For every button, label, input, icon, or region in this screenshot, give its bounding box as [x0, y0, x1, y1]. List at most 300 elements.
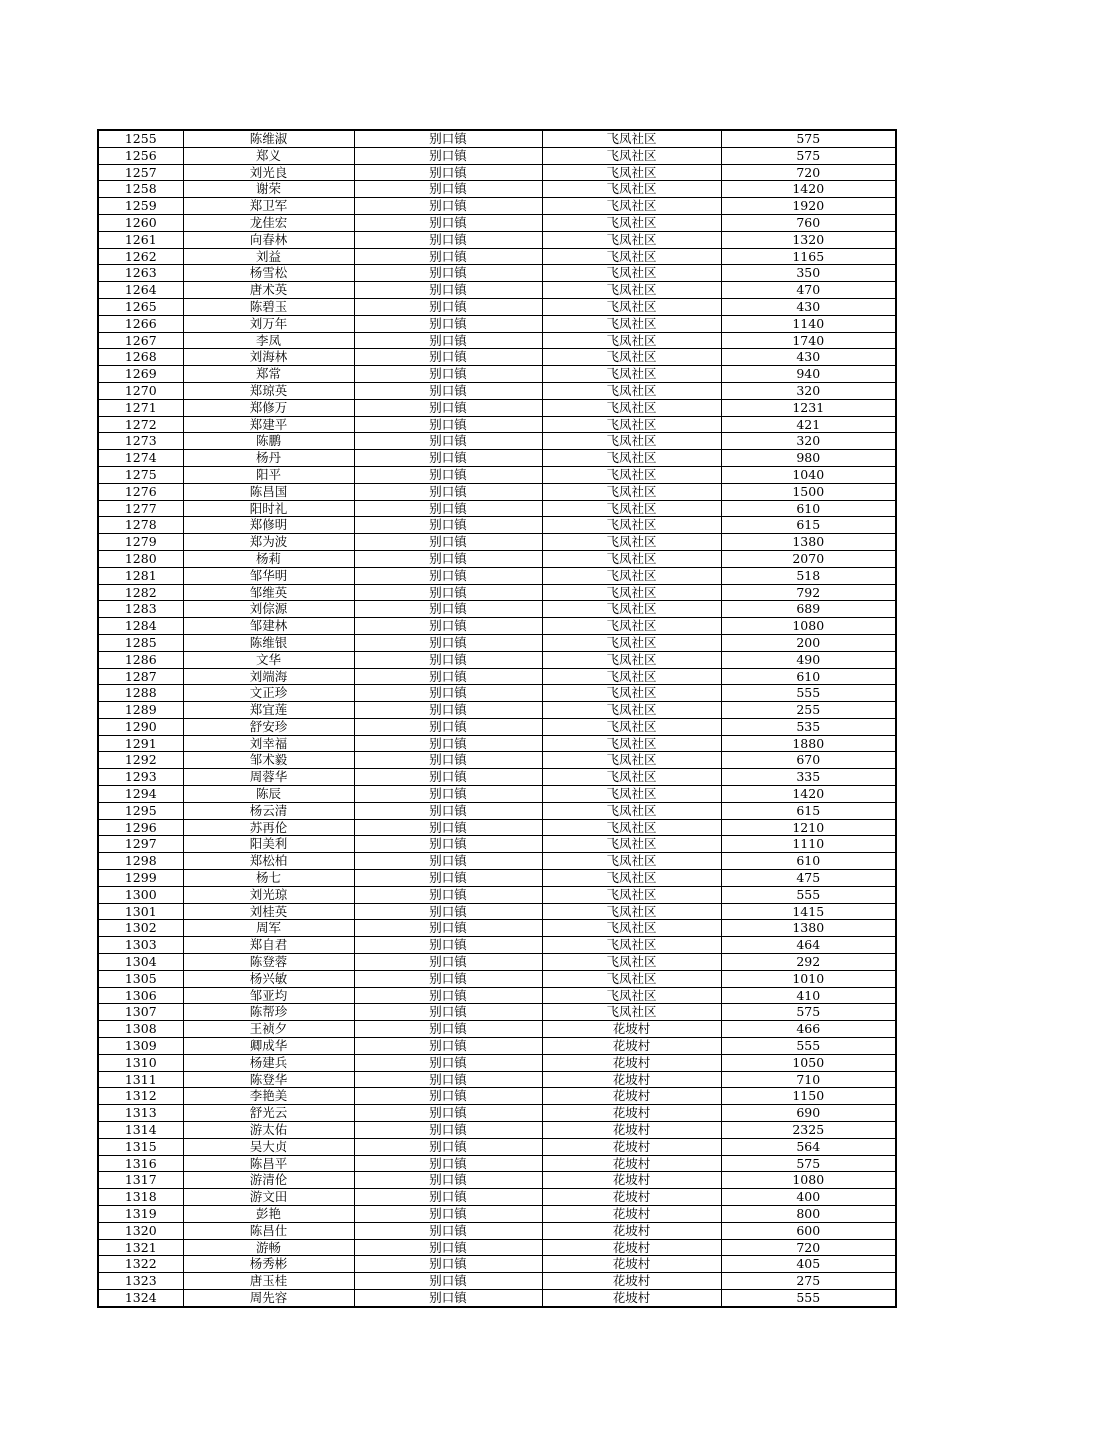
cell-community: 花坡村 — [542, 1189, 721, 1206]
cell-name: 游太佑 — [183, 1122, 354, 1139]
cell-amount: 690 — [721, 1105, 896, 1122]
cell-amount: 275 — [721, 1273, 896, 1290]
table-row — [98, 853, 896, 870]
cell-number: 1303 — [98, 937, 183, 954]
cell-town: 别口镇 — [354, 769, 542, 786]
cell-number: 1283 — [98, 601, 183, 618]
table-row — [98, 920, 896, 937]
cell-number: 1312 — [98, 1088, 183, 1105]
cell-community: 飞凤社区 — [542, 366, 721, 383]
cell-number: 1295 — [98, 802, 183, 819]
cell-town: 别口镇 — [354, 1222, 542, 1239]
cell-number: 1263 — [98, 265, 183, 282]
cell-amount: 1415 — [721, 903, 896, 920]
cell-town: 别口镇 — [354, 1105, 542, 1122]
cell-amount: 940 — [721, 366, 896, 383]
cell-amount: 610 — [721, 668, 896, 685]
cell-number: 1293 — [98, 769, 183, 786]
cell-community: 花坡村 — [542, 1021, 721, 1038]
cell-number: 1313 — [98, 1105, 183, 1122]
cell-town: 别口镇 — [354, 1189, 542, 1206]
cell-number: 1320 — [98, 1222, 183, 1239]
cell-community: 飞凤社区 — [542, 634, 721, 651]
cell-amount: 555 — [721, 1038, 896, 1055]
cell-name: 周蓉华 — [183, 769, 354, 786]
cell-number: 1314 — [98, 1122, 183, 1139]
table-body — [98, 130, 896, 1307]
cell-community: 飞凤社区 — [542, 164, 721, 181]
cell-number: 1267 — [98, 332, 183, 349]
table-row — [98, 366, 896, 383]
cell-town: 别口镇 — [354, 332, 542, 349]
cell-name: 吴大贞 — [183, 1138, 354, 1155]
cell-community: 飞凤社区 — [542, 416, 721, 433]
cell-amount: 1165 — [721, 248, 896, 265]
cell-town: 别口镇 — [354, 802, 542, 819]
table-row — [98, 1138, 896, 1155]
cell-town: 别口镇 — [354, 718, 542, 735]
cell-town: 别口镇 — [354, 416, 542, 433]
cell-amount: 1140 — [721, 315, 896, 332]
cell-name: 刘光琼 — [183, 886, 354, 903]
cell-community: 花坡村 — [542, 1071, 721, 1088]
cell-town: 别口镇 — [354, 752, 542, 769]
cell-community: 飞凤社区 — [542, 618, 721, 635]
cell-town: 别口镇 — [354, 735, 542, 752]
cell-town: 别口镇 — [354, 550, 542, 567]
table-row — [98, 1155, 896, 1172]
cell-community: 飞凤社区 — [542, 920, 721, 937]
table-row — [98, 282, 896, 299]
table-row — [98, 130, 896, 147]
cell-community: 飞凤社区 — [542, 483, 721, 500]
cell-town: 别口镇 — [354, 248, 542, 265]
cell-community: 飞凤社区 — [542, 450, 721, 467]
cell-name: 杨云清 — [183, 802, 354, 819]
table-row — [98, 937, 896, 954]
cell-community: 飞凤社区 — [542, 567, 721, 584]
cell-amount: 421 — [721, 416, 896, 433]
table-row — [98, 517, 896, 534]
cell-town: 别口镇 — [354, 903, 542, 920]
cell-town: 别口镇 — [354, 1239, 542, 1256]
cell-number: 1264 — [98, 282, 183, 299]
table-row — [98, 1222, 896, 1239]
table-row — [98, 483, 896, 500]
table-row — [98, 265, 896, 282]
table-row — [98, 651, 896, 668]
cell-amount: 490 — [721, 651, 896, 668]
cell-name: 杨兴敏 — [183, 970, 354, 987]
cell-name: 陈昌仕 — [183, 1222, 354, 1239]
cell-town: 别口镇 — [354, 1155, 542, 1172]
cell-number: 1306 — [98, 987, 183, 1004]
cell-amount: 792 — [721, 584, 896, 601]
cell-community: 飞凤社区 — [542, 970, 721, 987]
cell-community: 飞凤社区 — [542, 668, 721, 685]
cell-amount: 1010 — [721, 970, 896, 987]
cell-community: 花坡村 — [542, 1122, 721, 1139]
cell-amount: 1080 — [721, 618, 896, 635]
cell-name: 游畅 — [183, 1239, 354, 1256]
cell-community: 飞凤社区 — [542, 550, 721, 567]
cell-name: 邹维英 — [183, 584, 354, 601]
cell-town: 别口镇 — [354, 786, 542, 803]
cell-number: 1285 — [98, 634, 183, 651]
cell-number: 1319 — [98, 1206, 183, 1223]
cell-town: 别口镇 — [354, 164, 542, 181]
cell-amount: 255 — [721, 702, 896, 719]
cell-name: 陈登蓉 — [183, 954, 354, 971]
cell-community: 飞凤社区 — [542, 181, 721, 198]
cell-name: 唐术英 — [183, 282, 354, 299]
cell-name: 郑自君 — [183, 937, 354, 954]
cell-amount: 760 — [721, 214, 896, 231]
cell-name: 陈维淑 — [183, 130, 354, 147]
cell-number: 1269 — [98, 366, 183, 383]
cell-name: 杨七 — [183, 870, 354, 887]
cell-number: 1266 — [98, 315, 183, 332]
cell-name: 刘海林 — [183, 349, 354, 366]
table-row — [98, 1088, 896, 1105]
cell-amount: 405 — [721, 1256, 896, 1273]
cell-community: 飞凤社区 — [542, 769, 721, 786]
cell-community: 飞凤社区 — [542, 752, 721, 769]
cell-number: 1294 — [98, 786, 183, 803]
cell-town: 别口镇 — [354, 366, 542, 383]
cell-amount: 464 — [721, 937, 896, 954]
cell-name: 向春林 — [183, 231, 354, 248]
cell-town: 别口镇 — [354, 1206, 542, 1223]
table-row — [98, 903, 896, 920]
table-row — [98, 147, 896, 164]
cell-community: 飞凤社区 — [542, 282, 721, 299]
cell-number: 1318 — [98, 1189, 183, 1206]
cell-town: 别口镇 — [354, 634, 542, 651]
table-row — [98, 819, 896, 836]
cell-number: 1287 — [98, 668, 183, 685]
cell-name: 邹术毅 — [183, 752, 354, 769]
cell-amount: 800 — [721, 1206, 896, 1223]
cell-name: 郑为波 — [183, 534, 354, 551]
cell-town: 别口镇 — [354, 668, 542, 685]
cell-community: 花坡村 — [542, 1239, 721, 1256]
cell-community: 飞凤社区 — [542, 130, 721, 147]
cell-amount: 1380 — [721, 920, 896, 937]
cell-name: 龙佳宏 — [183, 214, 354, 231]
cell-name: 郑琼英 — [183, 382, 354, 399]
cell-amount: 320 — [721, 382, 896, 399]
cell-town: 别口镇 — [354, 349, 542, 366]
cell-town: 别口镇 — [354, 382, 542, 399]
cell-name: 郑卫军 — [183, 198, 354, 215]
table-row — [98, 1256, 896, 1273]
cell-town: 别口镇 — [354, 601, 542, 618]
cell-number: 1276 — [98, 483, 183, 500]
cell-town: 别口镇 — [354, 685, 542, 702]
cell-number: 1271 — [98, 399, 183, 416]
cell-community: 飞凤社区 — [542, 702, 721, 719]
cell-number: 1255 — [98, 130, 183, 147]
cell-community: 花坡村 — [542, 1256, 721, 1273]
cell-number: 1257 — [98, 164, 183, 181]
cell-community: 飞凤社区 — [542, 819, 721, 836]
cell-amount: 1231 — [721, 399, 896, 416]
cell-number: 1310 — [98, 1054, 183, 1071]
cell-name: 李艳美 — [183, 1088, 354, 1105]
cell-name: 杨建兵 — [183, 1054, 354, 1071]
cell-town: 别口镇 — [354, 1273, 542, 1290]
cell-name: 杨雪松 — [183, 265, 354, 282]
cell-amount: 575 — [721, 1004, 896, 1021]
cell-town: 别口镇 — [354, 181, 542, 198]
cell-name: 陈昌平 — [183, 1155, 354, 1172]
table-row — [98, 399, 896, 416]
cell-amount: 2070 — [721, 550, 896, 567]
table-row — [98, 702, 896, 719]
cell-number: 1322 — [98, 1256, 183, 1273]
cell-number: 1292 — [98, 752, 183, 769]
cell-town: 别口镇 — [354, 853, 542, 870]
cell-town: 别口镇 — [354, 987, 542, 1004]
table-row — [98, 1239, 896, 1256]
cell-number: 1258 — [98, 181, 183, 198]
cell-community: 飞凤社区 — [542, 433, 721, 450]
cell-town: 别口镇 — [354, 702, 542, 719]
cell-name: 郑宜莲 — [183, 702, 354, 719]
cell-amount: 350 — [721, 265, 896, 282]
cell-name: 游清伦 — [183, 1172, 354, 1189]
cell-amount: 292 — [721, 954, 896, 971]
cell-number: 1316 — [98, 1155, 183, 1172]
table-row — [98, 181, 896, 198]
cell-town: 别口镇 — [354, 1038, 542, 1055]
cell-name: 刘桂英 — [183, 903, 354, 920]
table-row — [98, 534, 896, 551]
table-row — [98, 231, 896, 248]
table-row — [98, 954, 896, 971]
cell-town: 别口镇 — [354, 1021, 542, 1038]
cell-community: 飞凤社区 — [542, 534, 721, 551]
cell-amount: 1320 — [721, 231, 896, 248]
table-row — [98, 634, 896, 651]
cell-community: 飞凤社区 — [542, 903, 721, 920]
cell-name: 陈昌国 — [183, 483, 354, 500]
cell-name: 郑义 — [183, 147, 354, 164]
cell-amount: 615 — [721, 802, 896, 819]
cell-number: 1278 — [98, 517, 183, 534]
cell-name: 文正珍 — [183, 685, 354, 702]
table-row — [98, 1004, 896, 1021]
cell-amount: 564 — [721, 1138, 896, 1155]
cell-amount: 600 — [721, 1222, 896, 1239]
cell-town: 别口镇 — [354, 147, 542, 164]
cell-amount: 1920 — [721, 198, 896, 215]
cell-number: 1272 — [98, 416, 183, 433]
cell-number: 1270 — [98, 382, 183, 399]
cell-community: 飞凤社区 — [542, 147, 721, 164]
cell-number: 1304 — [98, 954, 183, 971]
cell-number: 1288 — [98, 685, 183, 702]
table-row — [98, 500, 896, 517]
cell-number: 1315 — [98, 1138, 183, 1155]
cell-amount: 710 — [721, 1071, 896, 1088]
cell-name: 郑修明 — [183, 517, 354, 534]
cell-amount: 980 — [721, 450, 896, 467]
cell-town: 别口镇 — [354, 534, 542, 551]
cell-town: 别口镇 — [354, 1138, 542, 1155]
cell-community: 飞凤社区 — [542, 870, 721, 887]
cell-name: 舒光云 — [183, 1105, 354, 1122]
table-row — [98, 298, 896, 315]
cell-town: 别口镇 — [354, 970, 542, 987]
cell-name: 刘端海 — [183, 668, 354, 685]
cell-number: 1273 — [98, 433, 183, 450]
cell-name: 舒安珍 — [183, 718, 354, 735]
cell-amount: 1740 — [721, 332, 896, 349]
cell-name: 陈帮珍 — [183, 1004, 354, 1021]
cell-number: 1324 — [98, 1289, 183, 1306]
cell-name: 彭艳 — [183, 1206, 354, 1223]
table-row — [98, 1038, 896, 1055]
cell-number: 1284 — [98, 618, 183, 635]
table-row — [98, 382, 896, 399]
cell-town: 别口镇 — [354, 500, 542, 517]
cell-amount: 720 — [721, 1239, 896, 1256]
cell-name: 阳时礼 — [183, 500, 354, 517]
table-row — [98, 718, 896, 735]
cell-amount: 575 — [721, 130, 896, 147]
table-row — [98, 870, 896, 887]
cell-community: 飞凤社区 — [542, 298, 721, 315]
table-row — [98, 214, 896, 231]
cell-amount: 466 — [721, 1021, 896, 1038]
cell-town: 别口镇 — [354, 466, 542, 483]
cell-amount: 720 — [721, 164, 896, 181]
table-row — [98, 349, 896, 366]
cell-community: 飞凤社区 — [542, 836, 721, 853]
cell-community: 飞凤社区 — [542, 517, 721, 534]
cell-town: 别口镇 — [354, 618, 542, 635]
cell-name: 郑建平 — [183, 416, 354, 433]
cell-town: 别口镇 — [354, 1122, 542, 1139]
cell-name: 阳美利 — [183, 836, 354, 853]
cell-town: 别口镇 — [354, 651, 542, 668]
cell-number: 1297 — [98, 836, 183, 853]
cell-community: 飞凤社区 — [542, 786, 721, 803]
cell-name: 卿成华 — [183, 1038, 354, 1055]
cell-town: 别口镇 — [354, 1172, 542, 1189]
table-row — [98, 618, 896, 635]
cell-name: 王祯夕 — [183, 1021, 354, 1038]
table-row — [98, 416, 896, 433]
cell-number: 1317 — [98, 1172, 183, 1189]
cell-town: 别口镇 — [354, 130, 542, 147]
cell-community: 花坡村 — [542, 1038, 721, 1055]
cell-name: 邹亚均 — [183, 987, 354, 1004]
cell-amount: 1420 — [721, 181, 896, 198]
table-row — [98, 315, 896, 332]
cell-community: 飞凤社区 — [542, 735, 721, 752]
cell-amount: 430 — [721, 298, 896, 315]
cell-amount: 610 — [721, 500, 896, 517]
cell-community: 花坡村 — [542, 1138, 721, 1155]
table-row — [98, 584, 896, 601]
cell-number: 1296 — [98, 819, 183, 836]
cell-amount: 689 — [721, 601, 896, 618]
cell-amount: 410 — [721, 987, 896, 1004]
table-row — [98, 685, 896, 702]
cell-community: 飞凤社区 — [542, 802, 721, 819]
cell-town: 别口镇 — [354, 265, 542, 282]
cell-community: 飞凤社区 — [542, 382, 721, 399]
cell-amount: 1420 — [721, 786, 896, 803]
table-row — [98, 1054, 896, 1071]
cell-number: 1289 — [98, 702, 183, 719]
cell-community: 花坡村 — [542, 1172, 721, 1189]
cell-name: 刘益 — [183, 248, 354, 265]
cell-community: 飞凤社区 — [542, 349, 721, 366]
cell-community: 花坡村 — [542, 1054, 721, 1071]
cell-name: 郑常 — [183, 366, 354, 383]
cell-community: 花坡村 — [542, 1105, 721, 1122]
cell-town: 别口镇 — [354, 450, 542, 467]
cell-number: 1256 — [98, 147, 183, 164]
table-row — [98, 1122, 896, 1139]
cell-number: 1302 — [98, 920, 183, 937]
table-row — [98, 567, 896, 584]
cell-town: 别口镇 — [354, 214, 542, 231]
cell-community: 飞凤社区 — [542, 315, 721, 332]
cell-number: 1277 — [98, 500, 183, 517]
cell-name: 邹华明 — [183, 567, 354, 584]
cell-town: 别口镇 — [354, 399, 542, 416]
cell-name: 谢荣 — [183, 181, 354, 198]
cell-amount: 555 — [721, 1289, 896, 1306]
cell-community: 飞凤社区 — [542, 265, 721, 282]
cell-number: 1265 — [98, 298, 183, 315]
cell-name: 刘幸福 — [183, 735, 354, 752]
cell-town: 别口镇 — [354, 1256, 542, 1273]
cell-name: 陈登华 — [183, 1071, 354, 1088]
cell-name: 杨秀彬 — [183, 1256, 354, 1273]
table-row — [98, 1071, 896, 1088]
table-row — [98, 970, 896, 987]
table-row — [98, 450, 896, 467]
cell-amount: 1880 — [721, 735, 896, 752]
cell-town: 别口镇 — [354, 483, 542, 500]
cell-town: 别口镇 — [354, 1088, 542, 1105]
cell-number: 1323 — [98, 1273, 183, 1290]
cell-town: 别口镇 — [354, 819, 542, 836]
cell-community: 飞凤社区 — [542, 198, 721, 215]
cell-town: 别口镇 — [354, 315, 542, 332]
cell-amount: 1040 — [721, 466, 896, 483]
cell-amount: 200 — [721, 634, 896, 651]
table-row — [98, 164, 896, 181]
cell-community: 飞凤社区 — [542, 987, 721, 1004]
table-row — [98, 786, 896, 803]
cell-town: 别口镇 — [354, 937, 542, 954]
cell-community: 飞凤社区 — [542, 399, 721, 416]
table-row — [98, 987, 896, 1004]
cell-amount: 430 — [721, 349, 896, 366]
cell-town: 别口镇 — [354, 954, 542, 971]
table-row — [98, 433, 896, 450]
cell-town: 别口镇 — [354, 920, 542, 937]
cell-community: 飞凤社区 — [542, 466, 721, 483]
cell-name: 郑修万 — [183, 399, 354, 416]
